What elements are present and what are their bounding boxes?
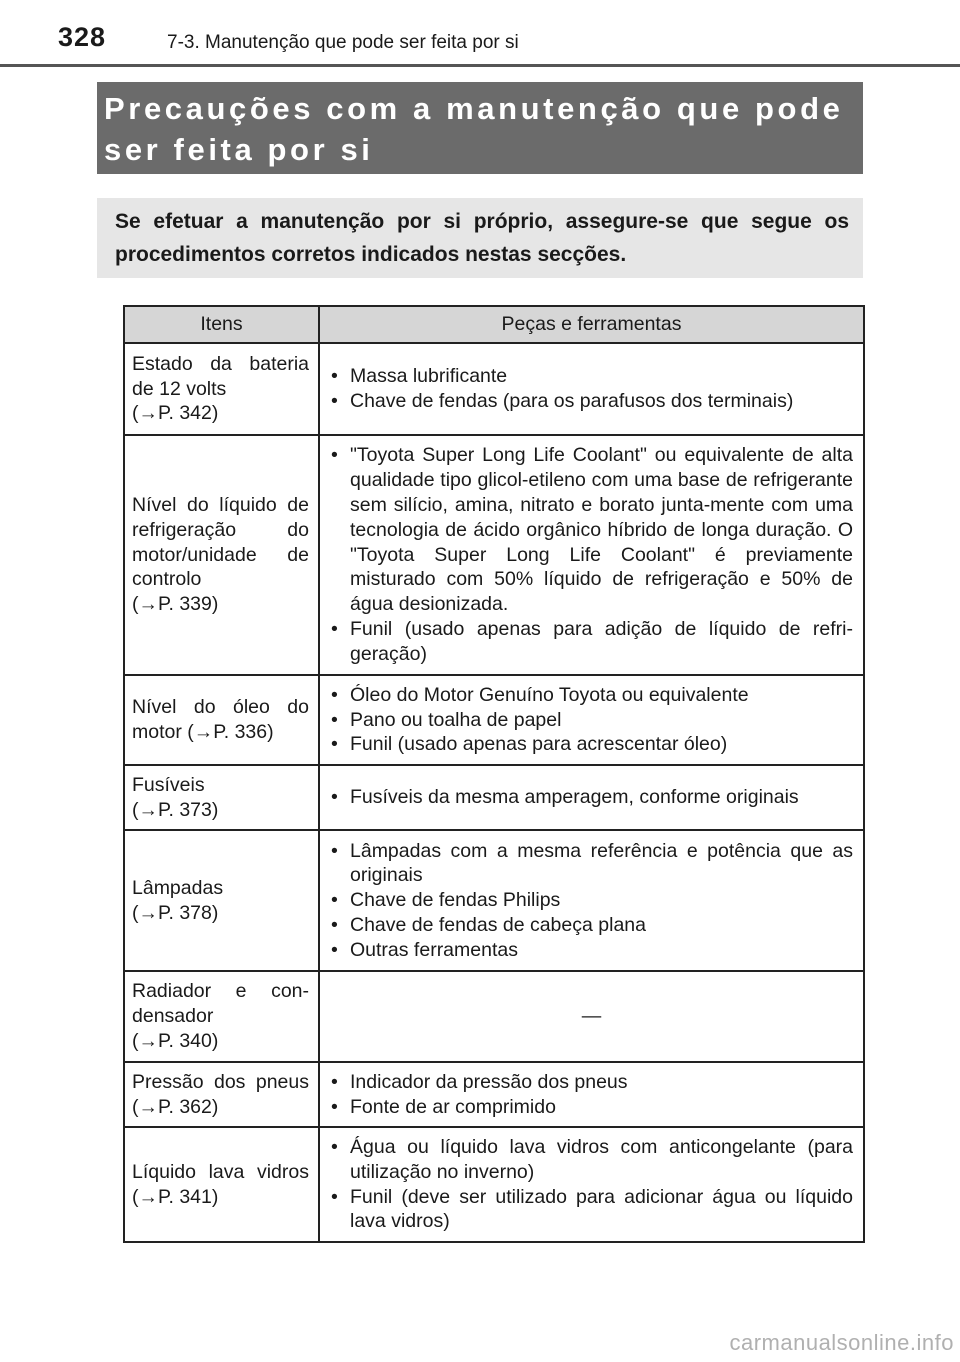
item-page-ref: (→P. 378) (132, 901, 219, 924)
item-label: Estado da bateria de 12 volts (132, 352, 309, 400)
list-item: • Fonte de ar comprimido (330, 1095, 853, 1120)
parts-cell (319, 1127, 864, 1242)
column-header-parts: Peças e ferramentas (319, 306, 864, 343)
parts-list (330, 1070, 853, 1120)
parts-cell (319, 1062, 864, 1127)
column-header-items: Itens (124, 306, 319, 343)
list-item: • Indicador da pressão dos pneus (330, 1070, 853, 1095)
list-item: • Chave de fendas de cabeça plana (330, 913, 853, 938)
item-cell (124, 1127, 319, 1242)
item-label: Lâmpadas (132, 876, 224, 899)
intro-box (97, 198, 863, 278)
table-row (124, 971, 864, 1062)
table-row (124, 830, 864, 971)
list-item: • Funil (usado apenas para acrescentar óleo) (330, 732, 853, 757)
item-cell (124, 343, 319, 435)
item-cell (124, 675, 319, 765)
list-item: • "Toyota Super Long Life Coolant" ou equivalente de alta qualidade tipo glicol-etileno com uma base de refrigerante sem silício, amina, nitrato e borato junta-mente com uma tecnologia de ácido orgânico híbrido de longa duração. O "Toyota Super Long Life Coolant" é previamente misturado com 50% líquido de refrigeração e 50% de água desionizada. (330, 443, 853, 617)
item-label: Pressão dos pneus (→P. 362) (132, 1070, 309, 1118)
list-item: • Chave de fendas (para os parafusos dos terminais) (330, 389, 853, 414)
section-title-box (97, 82, 863, 174)
list-item: • Funil (deve ser utilizado para adicionar água ou líquido lava vidros) (330, 1185, 853, 1235)
item-label: Radiador e con-densador (132, 980, 309, 1028)
section-title (104, 88, 863, 170)
parts-cell (319, 830, 864, 971)
list-item: • Outras ferramentas (330, 938, 853, 963)
parts-table (123, 305, 865, 1243)
item-label: Nível do óleo do motor (→P. 336) (132, 696, 309, 743)
table-row (124, 675, 864, 765)
list-item: • Chave de fendas Philips (330, 888, 853, 913)
list-item: • Lâmpadas com a mesma referência e potência que as originais (330, 839, 853, 889)
section-title-line2: ser feita por si (104, 132, 374, 167)
watermark: carmanualsonline.info (729, 1330, 954, 1355)
parts-cell-empty: — (319, 971, 864, 1062)
list-item: • Massa lubrificante (330, 364, 853, 389)
list-item: • Água ou líquido lava vidros com anticongelante (para utilização no inverno) (330, 1135, 853, 1185)
table-row (124, 1127, 864, 1242)
header-rule (0, 64, 960, 67)
table-header-row (124, 306, 864, 343)
item-page-ref: (→P. 340) (132, 1029, 219, 1052)
item-label: Nível do líquido de refrigeração do motor/unidade de controlo (132, 494, 309, 591)
page-number: 328 (58, 22, 107, 52)
chapter-title: 7-3. Manutenção que pode ser feita por si (167, 32, 519, 53)
item-cell (124, 1062, 319, 1127)
item-page-ref: (→P. 339) (132, 593, 219, 616)
item-cell (124, 435, 319, 675)
parts-cell (319, 343, 864, 435)
item-label: Líquido lava vidros (→P. 341) (132, 1160, 309, 1208)
list-item: • Fusíveis da mesma amperagem, conforme originais (330, 785, 853, 810)
parts-list (330, 785, 853, 810)
parts-cell (319, 675, 864, 765)
intro-text: Se efetuar a manutenção por si próprio, assegure-se que segue os procedimentos corretos indicados nestas secções. (115, 210, 849, 266)
item-label: Fusíveis (132, 773, 205, 796)
parts-list (330, 1135, 853, 1234)
parts-list (330, 683, 853, 757)
parts-list (330, 839, 853, 963)
list-item: • Pano ou toalha de papel (330, 708, 853, 733)
item-cell (124, 971, 319, 1062)
item-page-ref: (→P. 373) (132, 798, 219, 821)
item-cell (124, 830, 319, 971)
page-header (0, 0, 960, 70)
table-row (124, 435, 864, 675)
table-row (124, 765, 864, 830)
parts-cell (319, 765, 864, 830)
parts-cell (319, 435, 864, 675)
section-title-line1: Precauções com a manutenção que pode (104, 91, 844, 126)
item-cell (124, 765, 319, 830)
parts-list (330, 364, 853, 414)
list-item: • Óleo do Motor Genuíno Toyota ou equivalente (330, 683, 853, 708)
table-row (124, 343, 864, 435)
list-item: • Funil (usado apenas para adição de líquido de refri-geração) (330, 617, 853, 667)
item-page-ref: (→P. 342) (132, 402, 219, 425)
table-row (124, 1062, 864, 1127)
parts-list (330, 443, 853, 666)
